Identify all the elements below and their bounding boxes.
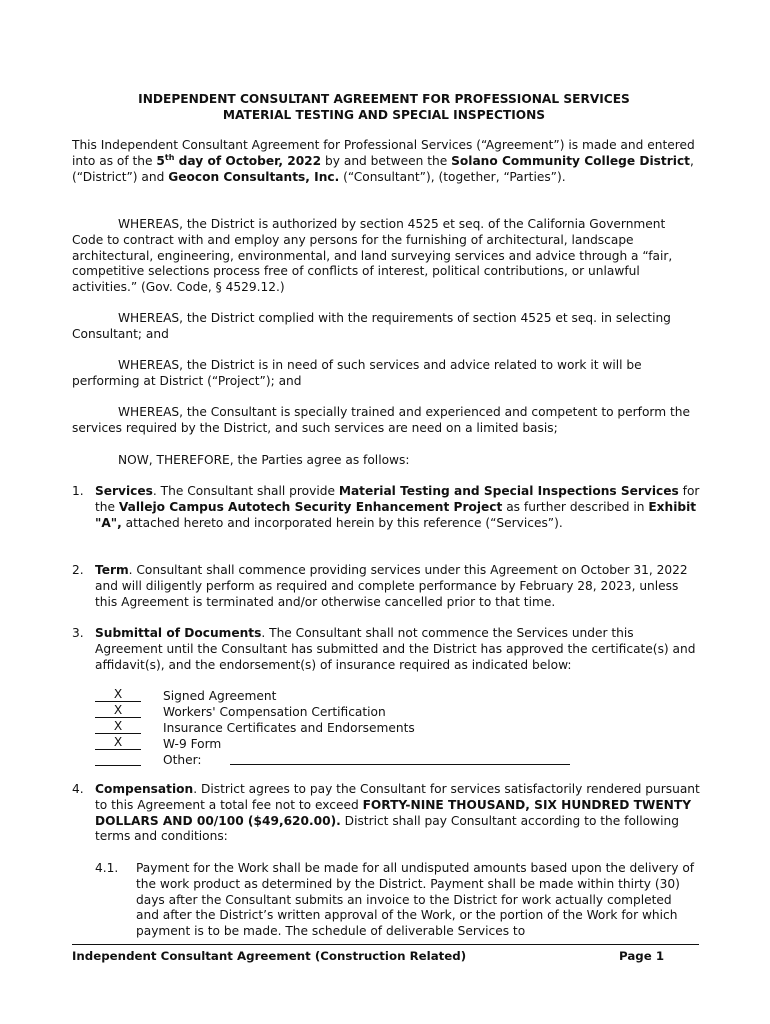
intro-text: (“Consultant”), (together, “Parties”).: [339, 169, 566, 184]
intro-text: , (“District”) and: [72, 153, 694, 184]
section-number: 4.: [72, 782, 84, 796]
checklist-mark: [95, 752, 141, 766]
checklist-label: Signed Agreement: [163, 689, 277, 703]
agreement-date: 5th day of October, 2022: [156, 152, 322, 168]
intro-text: by and between the: [321, 153, 452, 168]
other-blank-line: [230, 752, 570, 765]
footer-page-number: Page 1: [619, 949, 665, 963]
checklist-item: [95, 704, 695, 720]
footer-document-name: Independent Consultant Agreement (Construction Related): [72, 949, 467, 963]
section-term: Term. Consultant shall commence providing services under this Agreement on October 31, 2022 and will diligently perform as required and complete performance by February 28, 2023, unless this Agreement is terminated and/or otherwise cancelled prior to that time.: [95, 563, 688, 609]
section-number: 1.: [72, 484, 84, 498]
checklist-mark: X: [95, 736, 141, 750]
footer-rule: [72, 944, 699, 945]
checklist-mark: X: [95, 704, 141, 718]
checklist-label: Workers' Compensation Certification: [163, 705, 386, 719]
whereas-clause-3: WHEREAS, the District is in need of such services and advice related to work it will be performing at District (“Project”); and: [72, 358, 642, 388]
subsection-number: 4.1.: [95, 861, 119, 875]
subsection-payment: Payment for the Work shall be made for all undisputed amounts based upon the delivery of the work product as determined by the District. Payment shall be made within thirty (30) days after the Consultant submits an invoice to the District for work actually completed and after the District’s written approval of the Work, or the portion of the Work for which payment is to be made. The schedule of deliverable Services to: [136, 861, 695, 939]
checklist-label: W-9 Form: [163, 737, 222, 751]
section-heading: Submittal of Documents: [95, 626, 262, 640]
section-number: 3.: [72, 626, 84, 640]
fee-amount: FORTY-NINE THOUSAND, SIX HUNDRED TWENTY DOLLARS AND 00/100 ($49,620.00).: [95, 797, 692, 828]
checklist-item: [95, 736, 695, 752]
section-heading: Services: [95, 484, 153, 498]
whereas-clause-1: WHEREAS, the District is authorized by section 4525 et seq. of the California Government Code to contract with and employ any persons for the furnishing of architectural, landscape architectural, engineering, environmental, and land surveying services and advice through a “fair, competitive selections process free of conflicts of interest, political contributions, or unlawful activities.” (Gov. Code, § 4529.12.): [72, 217, 673, 295]
checklist-label: Insurance Certificates and Endorsements: [163, 721, 415, 735]
checklist-item: [95, 720, 695, 736]
district-name: Solano Community College District: [451, 153, 690, 168]
checklist-mark: X: [95, 720, 141, 734]
section-compensation: Compensation. District agrees to pay the Consultant for services satisfactorily rendered pursuant to this Agreement a total fee not to exceed FORTY-NINE THOUSAND, SIX HUNDRED TWENTY DOLLARS AND 00/100 ($49,620.00). District shall pay Consultant according to the following terms and conditions:: [95, 782, 700, 844]
now-therefore-clause: NOW, THEREFORE, the Parties agree as follows:: [118, 453, 410, 467]
title-line-2: MATERIAL TESTING AND SPECIAL INSPECTIONS: [222, 108, 546, 122]
section-submittal: Submittal of Documents. The Consultant shall not commence the Services under this Agreement until the Consultant has submitted and the District has approved the certificate(s) and affidavit(s), and the endorsement(s) of insurance required as indicated below:: [95, 626, 696, 672]
checklist-label: Other:: [163, 753, 202, 767]
checklist-item: [95, 688, 695, 704]
intro-paragraph: [72, 138, 698, 185]
document-title: [72, 91, 696, 123]
section-number: 2.: [72, 563, 84, 577]
checklist-mark: X: [95, 688, 141, 702]
consultant-name: Geocon Consultants, Inc.: [168, 169, 340, 184]
intro-text: This Independent Consultant Agreement for Professional Services (“Agreement”) is made and entered into as of the: [72, 138, 695, 168]
title-line-1: INDEPENDENT CONSULTANT AGREEMENT FOR PROFESSIONAL SERVICES: [138, 92, 630, 106]
section-heading: Compensation: [95, 782, 194, 796]
section-heading: Term: [95, 563, 129, 577]
whereas-clause-4: WHEREAS, the Consultant is specially trained and experienced and competent to perform the services required by the District, and such services are need on a limited basis;: [72, 405, 690, 435]
whereas-clause-2: WHEREAS, the District complied with the requirements of section 4525 et seq. in selecting Consultant; and: [72, 311, 671, 341]
checklist-item-other: [95, 752, 695, 768]
section-services: Services. The Consultant shall provide Material Testing and Special Inspections Services for the Vallejo Campus Autotech Security Enhancement Project as further described in Exhibit "A", attached hereto and incorporated herein by this reference (“Services”).: [95, 484, 700, 530]
